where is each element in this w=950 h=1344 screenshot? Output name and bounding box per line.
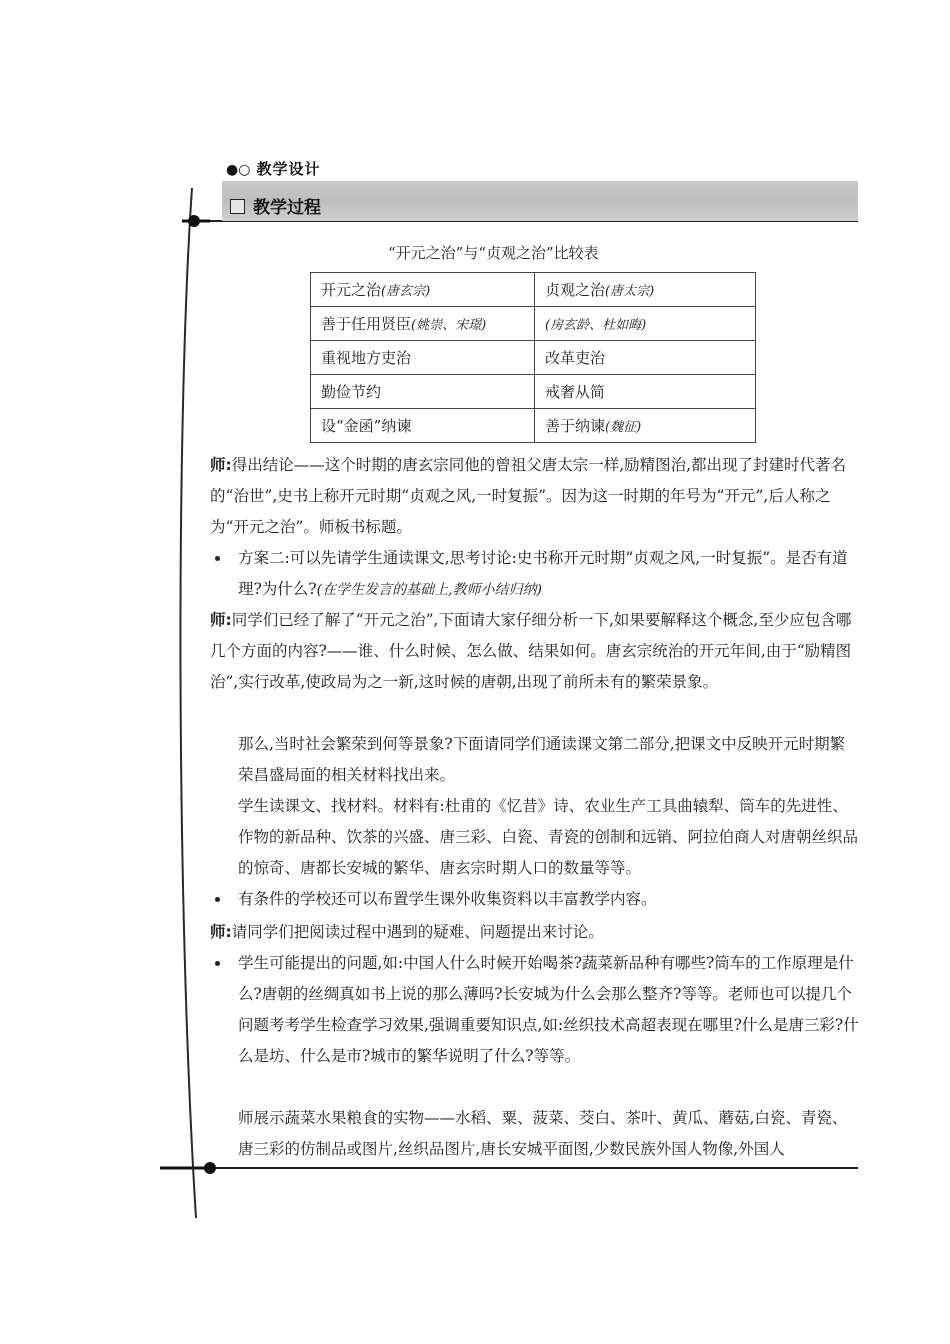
table-cell: (房玄龄、杜如晦) <box>535 307 756 341</box>
paragraph-question: 那么,当时社会繁荣到何等景象?下面请同学们通读课文第二部分,把课文中反映开元时期繁荣昌盛局面的相关材料找出来。 <box>238 735 846 784</box>
table-cell: 开元之治(唐玄宗) <box>311 273 535 307</box>
bullet-icon <box>215 961 220 966</box>
paragraph-text: 请同学们把阅读过程中遇到的疑难、问题提出来讨论。 <box>231 923 604 941</box>
table-cell: 贞观之治(唐太宗) <box>535 273 756 307</box>
header-dots: ●○ <box>226 162 251 178</box>
speaker-label: 师: <box>210 456 232 474</box>
bullet-icon <box>215 556 220 561</box>
table-row <box>311 273 756 307</box>
bullet-item-extra-resources <box>210 884 860 915</box>
bullet-item-plan-two <box>210 543 860 606</box>
paragraph-teacher-3 <box>210 917 860 948</box>
paragraph-text: 得出结论——这个时期的唐玄宗同他的曾祖父唐太宗一样,励精图治,都出现了封建时代著名的“治世”,史书上称开元时期“贞观之风,一时复振”。因为这一时期的年号为“开元”,后人称之为“开元之治”。师板书标题。 <box>210 456 847 536</box>
paragraph-teacher-2 <box>210 605 860 698</box>
table-row <box>311 409 756 443</box>
paragraph-display: 师展示蔬菜水果粮食的实物——水稻、粟、菠菜、茭白、茶叶、黄瓜、蘑菇,白瓷、青瓷、唐三彩的仿制品或图片,丝织品图片,唐长安城平面图,少数民族外国人物像,外国人 <box>238 1109 848 1158</box>
section-title: 教学设计 <box>256 160 321 178</box>
bullet-note: (在学生发言的基础上,教师小结归纳) <box>316 582 542 598</box>
bullet-item-student-questions <box>210 948 860 1072</box>
paragraph-teacher-1 <box>210 450 860 543</box>
table-cell: 善于纳谏(魏征) <box>535 409 756 443</box>
table-row <box>311 375 756 409</box>
table-cell: 设“金函”纳谏 <box>311 409 535 443</box>
speaker-label: 师: <box>210 611 232 629</box>
bullet-text: 方案二:可以先请学生通读课文,思考讨论:史书称开元时期“贞观之风,一时复振”。是否有道理?为什么? <box>238 549 848 598</box>
subsection-header <box>230 193 321 218</box>
table-cell: 重视地方吏治 <box>311 341 535 375</box>
table-row <box>311 307 756 341</box>
table-cell: 戒奢从简 <box>535 375 756 409</box>
left-margin-curve <box>180 188 196 1218</box>
paragraph-text: 同学们已经了解了“开元之治”,下面请大家仔细分析一下,如果要解释这个概念,至少应包含哪几个方面的内容?——谁、什么时候、怎么做、结果如何。唐玄宗统治的开元年间,由于“励精图治”,实行改革,使政局为之一新,这时候的唐朝,出现了前所未有的繁荣景象。 <box>210 611 852 691</box>
table-title: “开元之治”与“贞观之治”比较表 <box>388 244 599 262</box>
bullet-text: 有条件的学校还可以布置学生课外收集资料以丰富教学内容。 <box>238 890 657 908</box>
subsection-title: 教学过程 <box>253 198 321 218</box>
table-cell: 善于任用贤臣(姚崇、宋璟) <box>311 307 535 341</box>
header-rule-dot <box>188 215 200 227</box>
bullet-icon <box>215 897 220 902</box>
table-cell: 勤俭节约 <box>311 375 535 409</box>
comparison-table <box>310 272 756 443</box>
checkbox-square-icon <box>230 199 245 214</box>
bullet-text: 学生可能提出的问题,如:中国人什么时候开始喝茶?蔬菜新品种有哪些?筒车的工作原理是什么?唐朝的丝绸真如书上说的那么薄吗?长安城为什么会那么整齐?等等。老师也可以提几个问题考考学生检查学习效果,强调重要知识点,如:丝织技术高超表现在哪里?什么是唐三彩?什么是坊、什么是市?城市的繁华说明了什么?等等。 <box>238 954 859 1065</box>
speaker-label: 师: <box>210 923 232 941</box>
section-header <box>226 158 320 179</box>
table-cell: 改革吏治 <box>535 341 756 375</box>
table-row <box>311 341 756 375</box>
paragraph-materials: 学生读课文、找材料。材料有:杜甫的《忆昔》诗、农业生产工具曲辕犁、筒车的先进性、作物的新品种、饮茶的兴盛、唐三彩、白瓷、青瓷的创制和远销、阿拉伯商人对唐朝丝织品的惊奇、唐都长安城的繁华、唐玄宗时期人口的数量等等。 <box>238 797 859 877</box>
